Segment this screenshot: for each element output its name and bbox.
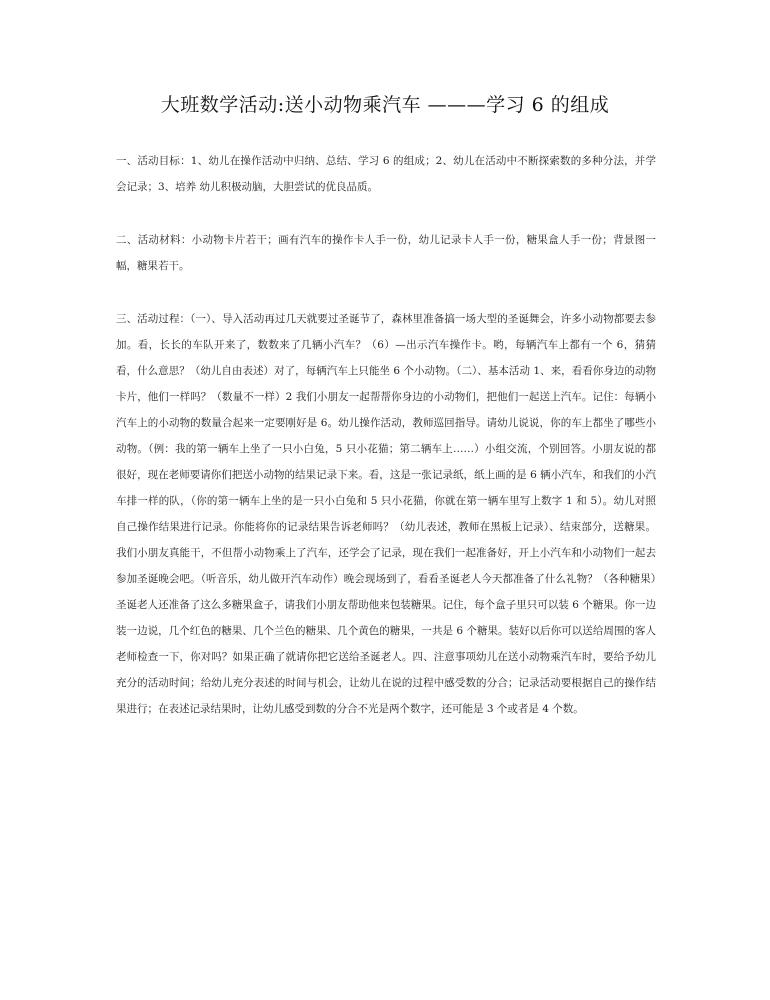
document-title: 大班数学活动:送小动物乘汽车 ———学习 6 的组成 [160, 94, 610, 116]
section-process: 三、活动过程：（一）、导入活动再过几天就要过圣诞节了，森林里准备搞一场大型的圣诞舞会，许多小动物都要去参加。看，长长的车队开来了，数数来了几辆小汽车？（6）—出示汽车操作卡。哟，每辆汽车上都有一个 6，猜猜看，什么意思？（幼儿自由表述）对了，每辆汽车上只能坐 6 个小动物。（二）、基本活动 1、来，看看你身边的动物卡片，他们一样吗？（数量不一样）2 我们小朋友一起帮帮你身边的小动物们，把他们一起送上汽车。记住：每辆小汽车上的小动物的数量合起来一定要刚好是 6。幼儿操作活动，教师巡回指导。请幼儿说说，你的车上都坐了哪些小动物。（例：我的第一辆车上坐了一只小白兔，5 只小花猫；第二辆车上……）小组交流，个别回答。小朋友说的都很好，现在老师要请你们把送小动物的结果记录下来。看，这是一张记录纸，纸上画的是 6 辆小汽车，和我们的小汽车排一样的队，（你的第一辆车上坐的是一只小白兔和 5 只小花猫，你就在第一辆车里写上数字 1 和 5）。幼儿对照自己操作结果进行记录。你能将你的记录结果告诉老师吗？（幼儿表述，教师在黑板上记录）、结束部分，送糖果。我们小朋友真能干，不但帮小动物乘上了汽车，还学会了记录，现在我们一起准备好，开上小汽车和小动物们一起去参加圣诞晚会吧。（听音乐，幼儿做开汽车动作）晚会现场到了，看看圣诞老人今天都准备了什么礼物？（各种糖果）圣诞老人还准备了这么多糖果盒子，请我们小朋友帮助他来包装糖果。记住，每个盒子里只可以装 6 个糖果。你一边装一边说，几个红色的糖果、几个兰色的糖果、几个黄色的糖果，一共是 6 个糖果。装好以后你可以送给周围的客人老师检查一下，你对吗？如果正确了就请你把它送给圣诞老人。四、注意事项幼儿在送小动物乘汽车时，要给予幼儿充分的活动时间；给幼儿充分表述的时间与机会，让幼儿在说的过程中感受数的分合；记录活动要根据自己的操作结果进行；在表述记录结果时，让幼儿感受到数的分合不光是两个数字，还可能是 3 个或者是 4 个数。 [116, 313, 656, 715]
section-objectives: 一、活动目标：1、幼儿在操作活动中归纳、总结、学习 6 的组成；2、幼儿在活动中不断探索数的多种分法，并学会记录；3、培养 幼儿积极动脑，大胆尝试的优良品质。 [116, 155, 656, 193]
section-materials: 二、活动材料：小动物卡片若干；画有汽车的操作卡人手一份，幼儿记录卡人手一份，糖果盒人手一份；背景图一幅，糖果若干。 [116, 234, 656, 272]
